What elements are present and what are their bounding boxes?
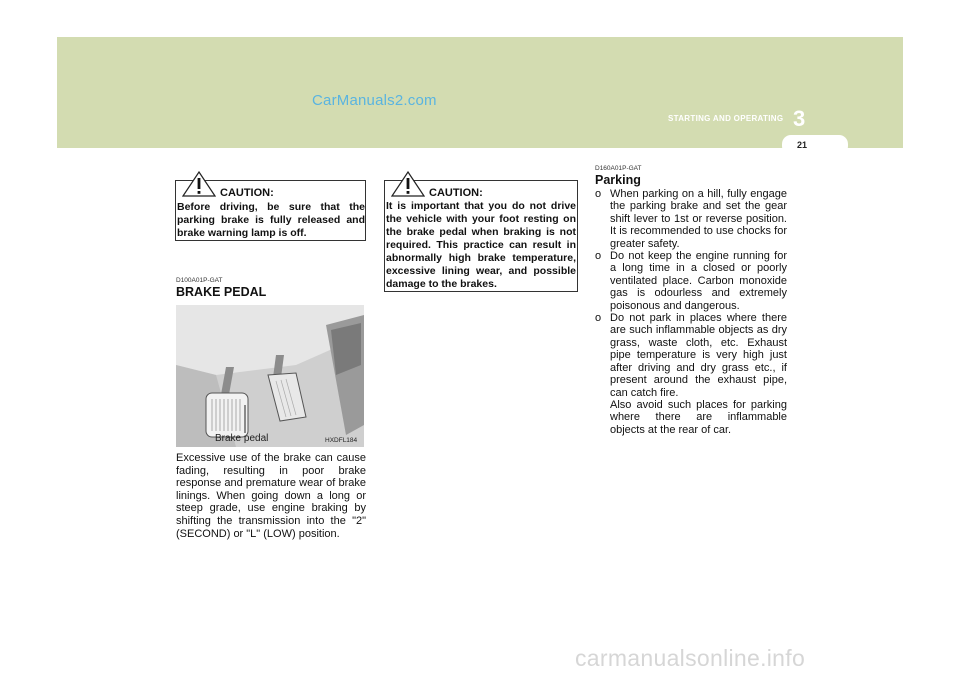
heading-brake-pedal: BRAKE PEDAL bbox=[176, 285, 267, 299]
figure-code: HXDFL184 bbox=[325, 437, 358, 444]
header-band bbox=[57, 37, 903, 148]
bullet-marker: o bbox=[595, 250, 602, 263]
bullet-marker: o bbox=[595, 312, 602, 325]
parking-bullet-list bbox=[595, 188, 787, 436]
list-item-extra-text: Also avoid such places for parking where there are inflammable objects at the rear of car. bbox=[610, 398, 787, 436]
bullet-marker: o bbox=[595, 188, 602, 200]
list-item bbox=[595, 188, 787, 250]
section-code-parking: D160A01P-GAT bbox=[595, 165, 642, 172]
list-item-text: Do not park in places where there are such inflammable objects as dry grass, waste cloth, etc. Exhaust pipe temperature is very high just after driving and dry grass etc., if present around the exhaust pipe, can catch fire. bbox=[610, 312, 787, 399]
caution-text: Before driving, be sure that the parking brake is fully released and brake warning lamp is off. bbox=[177, 201, 365, 239]
heading-parking: Parking bbox=[595, 173, 641, 187]
watermark-link[interactable]: CarManuals2.com bbox=[312, 92, 437, 109]
figure-caption: Brake pedal bbox=[215, 433, 269, 444]
caution-text: It is important that you do not drive the vehicle with your foot resting on the brake pedal when braking is not required. This practice can result in abnormally high brake temperature, excessive lining wear, and possible damage to the brakes. bbox=[386, 200, 576, 290]
brake-pedal-figure bbox=[176, 305, 364, 447]
caution-box-parking-brake bbox=[175, 180, 366, 241]
page-number: 21 bbox=[797, 140, 808, 150]
brake-pedal-body: Excessive use of the brake can cause fading, resulting in poor brake response and premature wear of brake linings. When going down a long or steep grade, use engine braking by shifting the transmission into the "2" (SECOND) or "L" (LOW) position. bbox=[176, 452, 366, 540]
list-item bbox=[595, 312, 787, 436]
section-code-brake-pedal: D100A01P-GAT bbox=[176, 277, 223, 284]
brake-pedal-illustration bbox=[176, 305, 364, 447]
list-item-text: Do not keep the engine running for a long time in a closed or poorly ventilated place. Carbon monoxide gas is odourless and extremely poisonous and dangerous. bbox=[610, 250, 787, 312]
caution-box-brake-resting bbox=[384, 180, 578, 292]
section-title: STARTING AND OPERATING bbox=[668, 114, 784, 123]
chapter-number: 3 bbox=[793, 106, 806, 131]
page-number-tab bbox=[782, 135, 848, 155]
list-item bbox=[595, 250, 787, 312]
caution-title: CAUTION: bbox=[429, 187, 483, 199]
list-item-text: When parking on a hill, fully engage the parking brake and set the gear shift lever to 1st or reverse position. It is recommended to use chocks for greater safety. bbox=[610, 188, 787, 250]
warning-triangle-icon bbox=[391, 171, 425, 197]
footer-watermark[interactable]: carmanualsonline.info bbox=[575, 645, 806, 671]
caution-title: CAUTION: bbox=[220, 187, 274, 199]
warning-triangle-icon bbox=[182, 171, 216, 197]
